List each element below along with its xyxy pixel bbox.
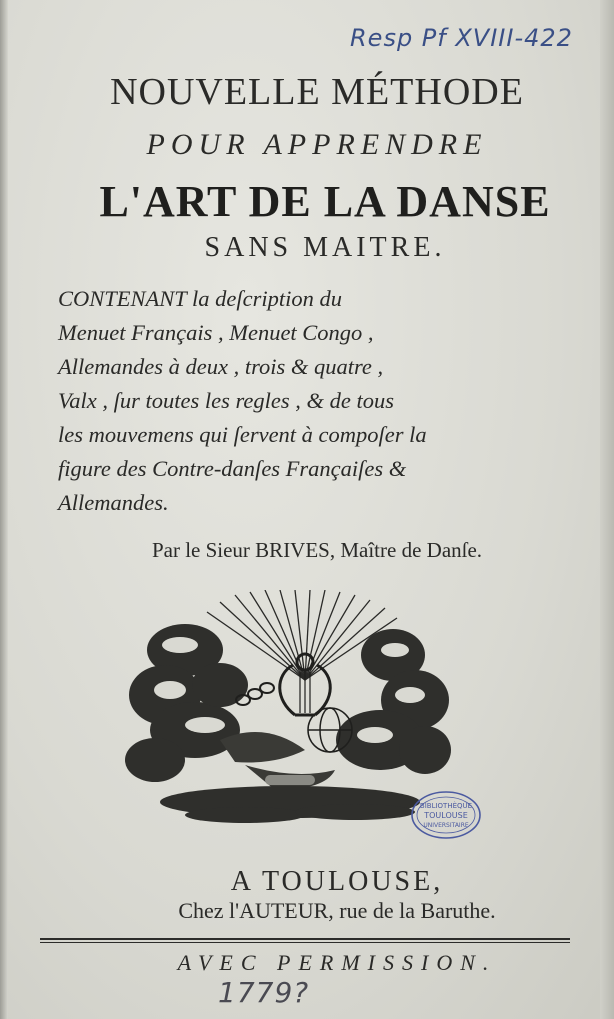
permission-line: AVEC PERMISSION. bbox=[177, 950, 497, 975]
description-line: CONTENANT la deſcription du bbox=[58, 286, 342, 311]
title-line-3: L'ART DE LA DANSE bbox=[99, 177, 551, 226]
title-line-1: NOUVELLE MÉTHODE bbox=[110, 71, 524, 113]
title-line-2: POUR APPRENDRE bbox=[146, 128, 488, 161]
svg-text:BIBLIOTHÈQUE: BIBLIOTHÈQUE bbox=[419, 802, 473, 810]
divider-rule-thin bbox=[40, 942, 570, 943]
title-line-4: SANS MAITRE. bbox=[204, 232, 446, 263]
divider-rule bbox=[40, 938, 570, 940]
description-line: Allemandes à deux , trois & quatre , bbox=[58, 354, 384, 379]
library-stamp bbox=[410, 790, 482, 840]
ground-hatching bbox=[160, 786, 420, 823]
description-line: les mouvemens qui ſervent à compoſer la bbox=[58, 422, 427, 447]
woodcut-vignette bbox=[125, 590, 455, 825]
imprint-publisher: Chez l'AUTEUR, rue de la Baruthe. bbox=[178, 898, 496, 923]
scroll-and-drapery bbox=[220, 732, 335, 790]
svg-text:TOULOUSE: TOULOUSE bbox=[424, 811, 468, 820]
description-block bbox=[58, 282, 528, 520]
handwritten-shelfmark: Resp Pf XVIII-422 bbox=[350, 24, 573, 52]
description-line: Allemandes. bbox=[58, 490, 169, 515]
author-line: Par le Sieur BRIVES, Maître de Danſe. bbox=[151, 538, 483, 562]
description-line: figure des Contre-danſes Françaiſes & bbox=[58, 456, 407, 481]
globe-icon bbox=[308, 708, 352, 752]
description-line: Menuet Français , Menuet Congo , bbox=[58, 320, 374, 345]
description-line: Valx , ſur toutes les regles , & de tous bbox=[58, 388, 395, 413]
svg-text:UNIVERSITAIRE: UNIVERSITAIRE bbox=[423, 822, 469, 829]
handwritten-year: 1779? bbox=[218, 976, 310, 1009]
imprint-city: A TOULOUSE, bbox=[230, 866, 444, 897]
